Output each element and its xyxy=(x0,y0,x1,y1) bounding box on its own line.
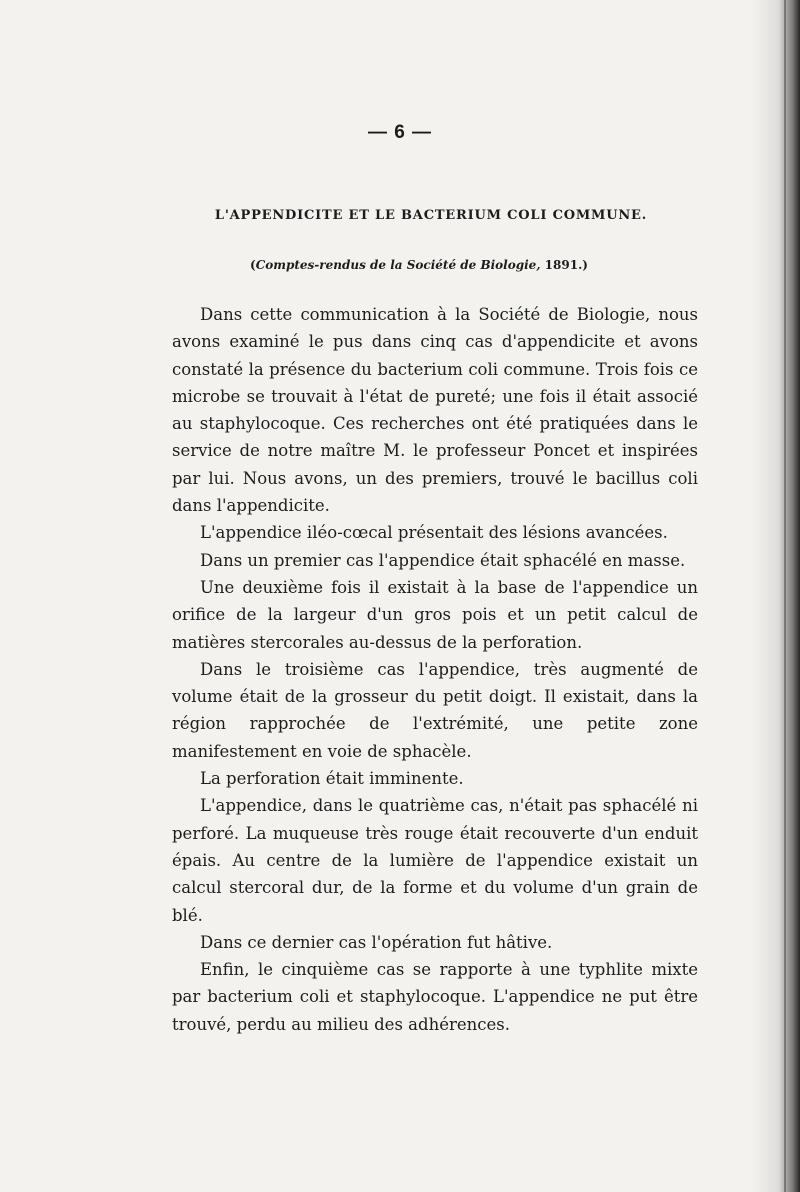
binding-shadow xyxy=(752,0,800,1192)
paragraph: Dans ce dernier cas l'opération fut hâtive. xyxy=(200,932,553,952)
paragraph: Dans cette communication à la Société de Biologie, nous avons examiné le pus dans cinq cas d'appendicite et avons constaté la présence du bacterium coli commune. Trois fois ce microbe se trouvait à l'état de pureté; une fois il était associé au staphylocoque. Ces recherches ont été pratiquées dans le service de notre maître M. le professeur Poncet et inspirées par lui. Nous avons, un des premiers, trouvé le bacillus coli dans l'appendicite. xyxy=(172,305,698,516)
paragraph: Enfin, le cinquième cas se rapporte à une typhlite mixte par bacterium coli et staphylocoque. L'appendice ne put être trouvé, perdu au milieu des adhérences. xyxy=(172,960,698,1034)
paragraph: L'appendice iléo-cœcal présentait des lésions avancées. xyxy=(200,523,668,543)
source-year: 1891. xyxy=(540,258,583,272)
paragraph: Une deuxième fois il existait à la base de l'appendice un orifice de la largeur d'un gros pois et un petit calcul de matières stercorales au-dessus de la perforation. xyxy=(172,577,698,652)
paragraph: Dans un premier cas l'appendice était sphacélé en masse. xyxy=(200,550,686,570)
source-journal: Comptes-rendus de la Société de Biologie, xyxy=(255,258,541,272)
source-open-paren: ( xyxy=(250,258,256,272)
article-body xyxy=(172,301,698,1038)
source-close-paren: ) xyxy=(582,258,588,272)
article-title: L'APPENDICITE ET LE BACTERIUM COLI COMMUNE. xyxy=(214,208,648,223)
paragraph: L'appendice, dans le quatrième cas, n'était pas sphacélé ni perforé. La muqueuse très rouge était recouverte d'un enduit épais. Au centre de la lumière de l'appendice existait un calcul stercoral dur, de la forme et du volume d'un grain de blé. xyxy=(172,796,698,925)
paragraph: La perforation était imminente. xyxy=(200,769,464,789)
page-edge-line xyxy=(784,0,786,1192)
paragraph: Dans le troisième cas l'appendice, très augmenté de volume était de la grosseur du petit doigt. Il existait, dans la région rapprochée de l'extrémité, une petite zone manifestement en voie de sphacèle. xyxy=(172,659,698,761)
article-source xyxy=(0,258,800,272)
page-number: — 6 — xyxy=(367,122,433,143)
